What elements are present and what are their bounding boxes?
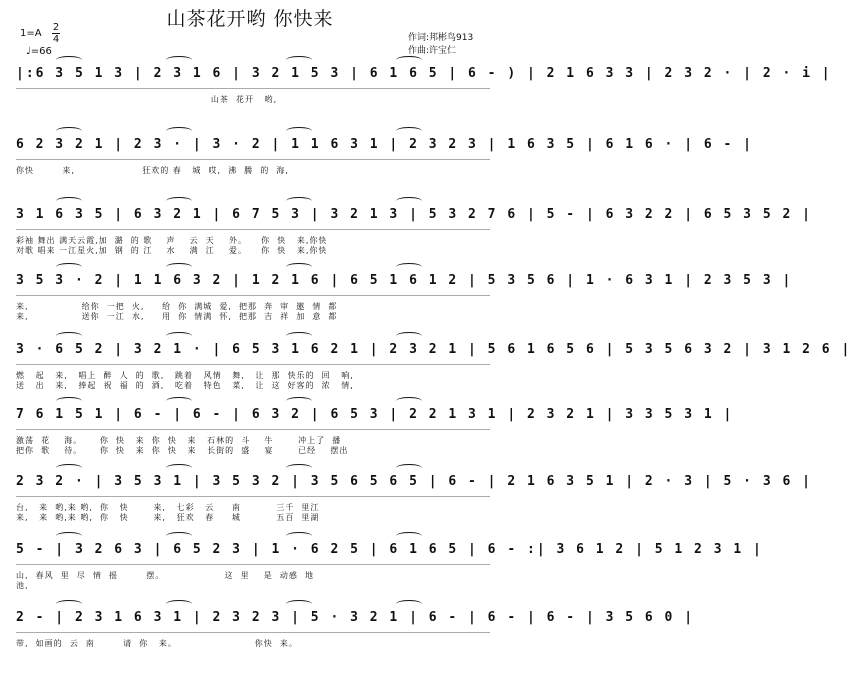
lyrics-verse-1: 山茶 花开 哟, xyxy=(16,95,278,104)
slur-mark xyxy=(286,197,312,205)
slur-mark xyxy=(396,532,422,540)
music-system xyxy=(16,62,832,128)
slur-mark xyxy=(286,263,312,271)
lyrics-verse-1: 来, 给你 一把 火, 给 你 满城 爱, 把那 奔 审 邀 情 都 xyxy=(16,302,338,311)
rhythm-underline xyxy=(16,159,490,163)
lyrics-verse-2: 来, 来 哟,来 哟, 你 快 来, 狂欢 春 城 五百 里湖 xyxy=(16,513,320,522)
lyrics-verse-2: 对歌 唱来 一江星火,加 钢 的 江 水 满 江 爱。 你 快 来,你快 xyxy=(16,246,328,255)
meter-bottom: 4 xyxy=(52,34,60,45)
jianpu-notes: 5 - | 3 2 6 3 | 6 5 2 3 | 1 · 6 2 5 | 6 1 6 5 | 6 - :| 3 6 1 2 | 5 1 2 3 1 | xyxy=(16,542,763,557)
slur-mark xyxy=(56,263,82,271)
music-system xyxy=(16,470,812,536)
slur-mark xyxy=(166,600,192,608)
slur-mark xyxy=(286,397,312,405)
jianpu-notes: 3 1 6 3 5 | 6 3 2 1 | 6 7 5 3 | 3 2 1 3 | 5 3 2 7 6 | 5 - | 6 3 2 2 | 6 5 3 5 2 | xyxy=(16,207,812,222)
rhythm-underline xyxy=(16,229,490,233)
slur-mark xyxy=(166,56,192,64)
meter-top: 2 xyxy=(52,22,60,33)
jianpu-notes: |:6 3 5 1 3 | 2 3 1 6 | 3 2 1 5 3 | 6 1 6 5 | 6 - ) | 2 1 6 3 3 | 2 3 2 · | 2 · i | xyxy=(16,66,832,81)
composer-credit: 作曲:许宝仁 xyxy=(408,46,457,56)
slur-mark xyxy=(396,464,422,472)
music-system xyxy=(16,538,763,604)
jianpu-notes: 3 · 6 5 2 | 3 2 1 · | 6 5 3 1 6 2 1 | 2 3 2 1 | 5 6 1 6 5 6 | 5 3 5 6 3 2 | 3 1 2 6 | xyxy=(16,342,851,357)
slur-mark xyxy=(166,332,192,340)
slur-mark xyxy=(396,56,422,64)
song-title: 山茶花开哟 你快来 xyxy=(166,8,334,30)
time-signature xyxy=(52,22,60,45)
slur-mark xyxy=(56,464,82,472)
lyrics-verse-1: 带, 如画的 云 南 请 你 来。 你快 来。 xyxy=(16,639,298,648)
slur-mark xyxy=(56,600,82,608)
slur-mark xyxy=(166,532,192,540)
lyrics-verse-2: 池, xyxy=(16,581,29,590)
slur-mark xyxy=(56,532,82,540)
rhythm-underline xyxy=(16,364,490,368)
slur-mark xyxy=(396,263,422,271)
lyrics-verse-2: 把你 歌 待。 你 快 来 你 快 来 长街的 盛 宴 已经 摆出 xyxy=(16,446,349,455)
music-system xyxy=(16,403,734,469)
slur-mark xyxy=(286,464,312,472)
slur-mark xyxy=(396,397,422,405)
slur-mark xyxy=(286,127,312,135)
rhythm-underline xyxy=(16,295,490,299)
slur-mark xyxy=(166,464,192,472)
slur-mark xyxy=(56,127,82,135)
jianpu-notes: 6 2 3 2 1 | 2 3 · | 3 · 2 | 1 1 6 3 1 | 2 3 2 3 | 1 6 3 5 | 6 1 6 · | 6 - | xyxy=(16,137,753,152)
slur-mark xyxy=(166,197,192,205)
slur-mark xyxy=(286,600,312,608)
jianpu-notes: 2 - | 2 3 1 6 3 1 | 2 3 2 3 | 5 · 3 2 1 | 6 - | 6 - | 6 - | 3 5 6 0 | xyxy=(16,610,695,625)
lyrics-verse-1: 山, 春风 里 尽 情 摇 摆。 这 里 是 动感 地 xyxy=(16,571,314,580)
music-system xyxy=(16,269,793,335)
music-system xyxy=(16,133,753,199)
music-system xyxy=(16,606,695,672)
lyrics-verse-2: 来, 送你 一江 水, 用 你 情满 怀, 把那 吉 祥 加 意 都 xyxy=(16,312,338,321)
lyrics-verse-1: 激荡 花 海。 你 快 来 你 快 来 石林的 斗 牛 冲上了 播 xyxy=(16,436,342,445)
slur-mark xyxy=(56,56,82,64)
slur-mark xyxy=(286,56,312,64)
slur-mark xyxy=(396,127,422,135)
rhythm-underline xyxy=(16,88,490,92)
lyricist-credit: 作词:邦彬鸟913 xyxy=(408,33,474,43)
jianpu-notes: 3 5 3 · 2 | 1 1 6 3 2 | 1 2 1 6 | 6 5 1 6 1 2 | 5 3 5 6 | 1 · 6 3 1 | 2 3 5 3 | xyxy=(16,273,793,288)
lyrics-verse-1: 台, 来 哟,来 哟, 你 快 来, 七彩 云 南 三千 里江 xyxy=(16,503,320,512)
lyrics-verse-1: 你快 来, 狂欢的 春 城 哎, 沸 腾 的 海, xyxy=(16,166,289,175)
slur-mark xyxy=(396,600,422,608)
lyrics-verse-1: 燃 起 来, 唱上 醉 人 的 歌, 跳着 风情 舞, 让 那 快乐的 回 响, xyxy=(16,371,354,380)
slur-mark xyxy=(56,397,82,405)
slur-mark xyxy=(56,197,82,205)
key-signature: 1=A xyxy=(20,28,42,39)
slur-mark xyxy=(396,332,422,340)
slur-mark xyxy=(166,397,192,405)
slur-mark xyxy=(396,197,422,205)
music-system xyxy=(16,203,812,269)
rhythm-underline xyxy=(16,564,490,568)
slur-mark xyxy=(56,332,82,340)
rhythm-underline xyxy=(16,429,490,433)
jianpu-notes: 2 3 2 · | 3 5 3 1 | 3 5 3 2 | 3 5 6 5 6 5 | 6 - | 2 1 6 3 5 1 | 2 · 3 | 5 · 3 6 | xyxy=(16,474,812,489)
rhythm-underline xyxy=(16,496,490,500)
slur-mark xyxy=(166,127,192,135)
tempo-marking: ♩=66 xyxy=(26,46,52,57)
slur-mark xyxy=(166,263,192,271)
rhythm-underline xyxy=(16,632,490,636)
music-system xyxy=(16,338,851,404)
lyrics-verse-2: 送 出 来, 捧起 祝 福 的 酒, 吃着 特色 菜, 让 这 好客的 浓 情, xyxy=(16,381,354,390)
slur-mark xyxy=(286,532,312,540)
jianpu-notes: 7 6 1 5 1 | 6 - | 6 - | 6 3 2 | 6 5 3 | 2 2 1 3 1 | 2 3 2 1 | 3 3 5 3 1 | xyxy=(16,407,734,422)
lyrics-verse-1: 彩袖 舞出 满天云霞,加 潞 的 歌 声 云 天 外。 你 快 来,你快 xyxy=(16,236,328,245)
slur-mark xyxy=(286,332,312,340)
